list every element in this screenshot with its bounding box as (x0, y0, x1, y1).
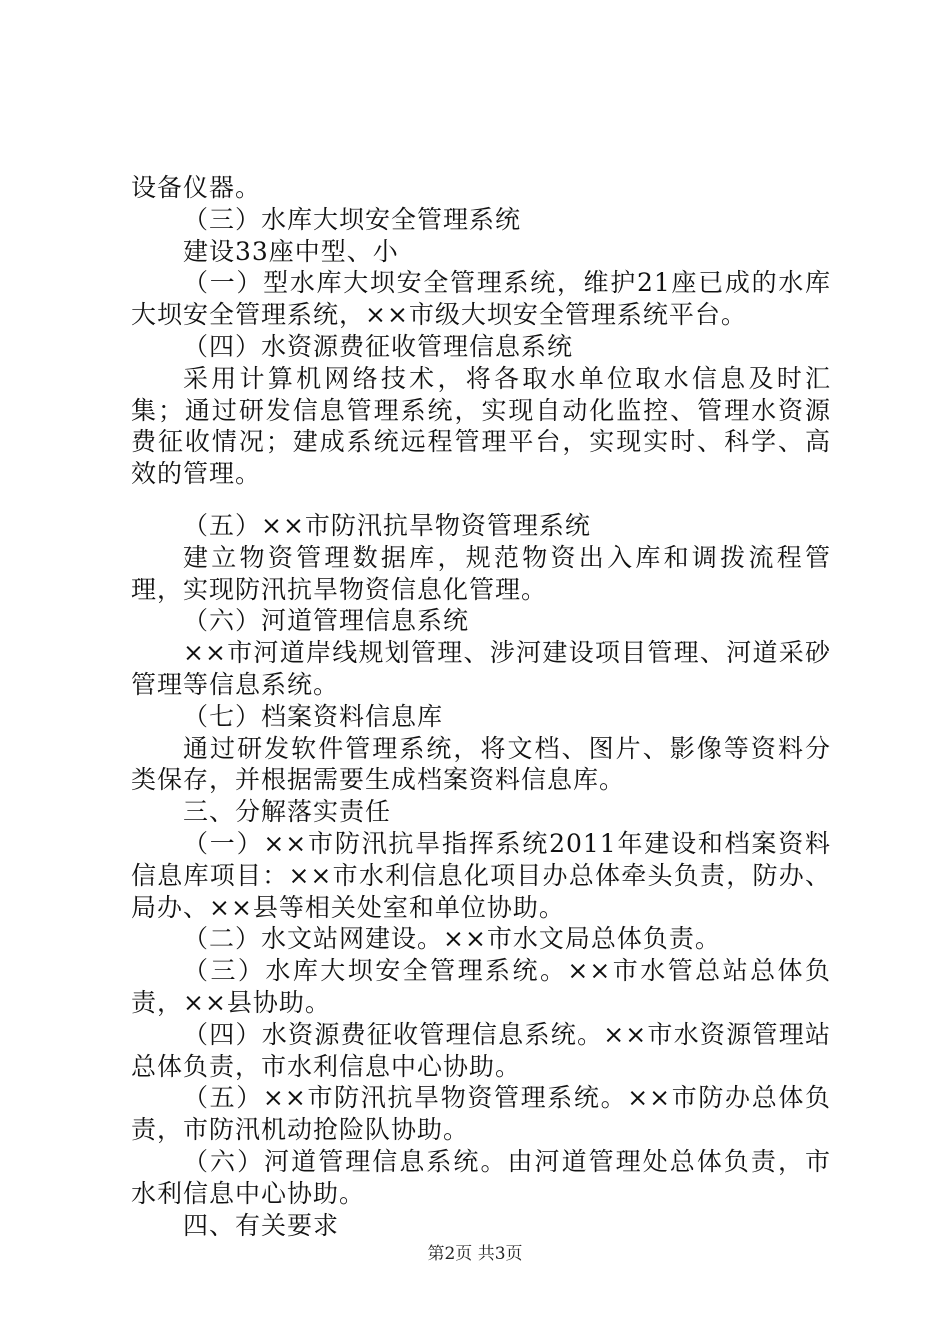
section-heading-archive: （七）档案资料信息库 (183, 701, 444, 731)
section-heading-flood-supplies: （五）××市防汛抗旱物资管理系统 (183, 510, 591, 540)
paragraph-flood-supplies: 建立物资管理数据库，规范物资出入库和调拨流程管理，实现防汛抗旱物资信息化管理。 (131, 542, 831, 604)
paragraph-reservoir-system: （一）型水库大坝安全管理系统，维护21座已成的水库大坝安全管理系统，××市级大坝安全管理系统平台。 (131, 268, 831, 330)
paragraph-river-management: ××市河道岸线规划管理、涉河建设项目管理、河道采砂管理等信息系统。 (131, 638, 831, 699)
section-heading-requirements: 四、有关要求 (183, 1210, 340, 1240)
responsibility-item-1: （一）××市防汛抗旱指挥系统2011年建设和档案资料信息库项目：××市水利信息化项目办总体牵头负责，防办、局办、××县等相关处室和单位协助。 (131, 828, 831, 922)
section-heading-water-fee: （四）水资源费征收管理信息系统 (183, 331, 574, 361)
paragraph-continuation: 设备仪器。 (131, 173, 262, 202)
responsibility-item-5: （五）××市防汛抗旱物资管理系统。××市防办总体负责，市防汛机动抢险队协助。 (131, 1083, 831, 1145)
section-heading-responsibilities: 三、分解落实责任 (183, 797, 392, 827)
paragraph-construction: 建设33座中型、小 (183, 236, 399, 266)
responsibility-item-4: （四）水资源费征收管理信息系统。××市水资源管理站总体负责，市水利信息中心协助。 (131, 1019, 831, 1081)
responsibility-item-2: （二）水文站网建设。××市水文局总体负责。 (183, 924, 721, 954)
document-body (131, 172, 831, 1241)
responsibility-item-6: （六）河道管理信息系统。由河道管理处总体负责，市水利信息中心协助。 (131, 1146, 831, 1208)
section-heading-river-management: （六）河道管理信息系统 (183, 606, 470, 636)
paragraph-archive: 通过研发软件管理系统，将文档、图片、影像等资料分类保存，并根据需要生成档案资料信息库。 (131, 733, 831, 795)
paragraph-water-fee: 采用计算机网络技术，将各取水单位取水信息及时汇集；通过研发信息管理系统，实现自动化监控、管理水资源费征收情况；建成系统远程管理平台，实现实时、科学、高效的管理。 (131, 363, 831, 489)
page-number-footer: 第2页 共3页 (427, 1244, 523, 1264)
responsibility-item-3: （三）水库大坝安全管理系统。××市水管总站总体负责，××县协助。 (131, 956, 831, 1017)
section-heading-reservoir-dam: （三）水库大坝安全管理系统 (183, 204, 522, 234)
